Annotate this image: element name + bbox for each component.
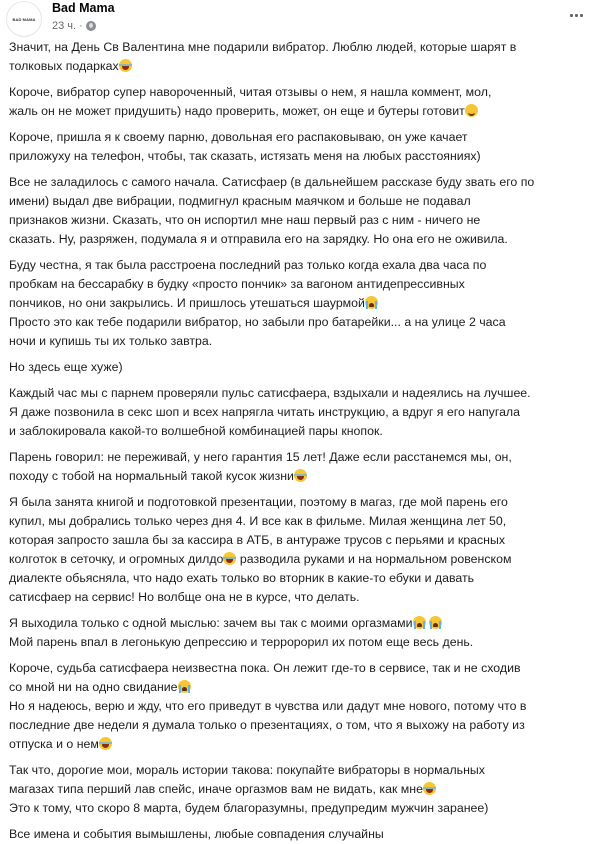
avatar[interactable] <box>6 1 42 37</box>
paragraph <box>9 384 590 441</box>
paragraph <box>9 256 590 351</box>
text-line: и заблокировала какой-то волшебной комбинацией пары кнопок. <box>9 424 383 438</box>
crying-emoji-icon <box>429 616 442 629</box>
text-line <box>9 102 590 121</box>
text-span: толковых подарках <box>9 59 119 73</box>
text-span: Я выходила только с одной мыслью: зачем вы так с моими оргазмами <box>9 616 413 630</box>
text-line <box>9 294 590 313</box>
text-line: последние две недели я думала только о презентациях, о том, что я выхожу на работу из <box>9 718 525 732</box>
text-line: Я даже позвонила в секс шоп и всех напрягла читать инструкцию, а вдруг я его напугала <box>9 405 521 419</box>
text-line: сказать. Ну, разряжен, подумала я и отправила его на зарядку. Но она его не оживила. <box>9 232 508 246</box>
text-span: походу с тобой на нормальный такой кусок жизни <box>9 469 294 483</box>
text-line <box>9 467 590 486</box>
paragraph <box>9 173 590 249</box>
paragraph <box>9 448 590 486</box>
crying-emoji-icon <box>178 680 191 693</box>
text-span: разводила руками и на нормальном ровенском <box>236 552 512 566</box>
paragraph <box>9 659 590 754</box>
text-line: Парень говорил: не переживай, у него гарантия 15 лет! Даже если расстанемся мы, он, <box>9 450 512 464</box>
text-line: приложуху на телефон, чтобы, так сказать, истязать меня на любых расстояниях) <box>9 149 481 163</box>
text-line: Значит, на День Св Валентина мне подарили вибратор. Люблю людей, которые шарят в <box>9 40 517 54</box>
text-line: Короче, вибратор супер навороченный, читая отзывы о нем, я нашла коммент, мол, <box>9 85 492 99</box>
text-line <box>9 735 590 754</box>
crying-emoji-icon <box>365 296 378 309</box>
text-line: Так что, дорогие мои, мораль истории такова: покупайте вибраторы в нормальных <box>9 763 485 777</box>
text-span: отпуска и о нем <box>9 737 99 751</box>
text-line <box>9 57 590 76</box>
text-line: Но здесь еще хуже) <box>9 360 123 374</box>
text-line: Мой парень впал в легонькую депрессию и терророрил их потом еще весь день. <box>9 635 474 649</box>
meta-separator: · <box>79 20 83 32</box>
paragraph <box>9 358 590 377</box>
text-line: Буду честна, я так была расстроена последний раз только когда ехала два часа по <box>9 258 487 272</box>
text-span: колготок в сеточку, и огромных дилдо <box>9 552 224 566</box>
text-line: Все имена и события вымышлены, любые совпадения случайны <box>9 827 384 841</box>
paragraph <box>9 761 590 818</box>
text-line <box>9 614 590 633</box>
laughing-tears-emoji-icon <box>99 737 112 750</box>
paragraph <box>9 493 590 607</box>
laughing-tears-emoji-icon <box>423 782 436 795</box>
text-line: Каждый час мы с парнем проверяли пульс сатисфаера, вздыхали и надеялись на лучшее. <box>9 386 531 400</box>
text-line: ночи и купишь ты их только завтра. <box>9 334 213 348</box>
post-text <box>0 38 600 844</box>
text-line: пробкам на бессарабку в будку «просто пончик» за вагоном антидепрессивных <box>9 277 465 291</box>
text-line <box>9 780 590 799</box>
text-span: магазах типа перший лав спейс, иначе оргазмов вам не видать, как мне <box>9 782 423 796</box>
text-line: купил, мы добрались только через дня 4. И все как в фильме. Милая женщина лет 50, <box>9 514 507 528</box>
text-line: Короче, судьба сатисфаера неизвестна пока. Он лежит где-то в сервисе, так и не сходив <box>9 661 521 675</box>
text-line: диалекте обьясняла, что надо ехать только во вторник в какие-то ебуки и давать <box>9 571 475 585</box>
paragraph <box>9 614 590 652</box>
globe-icon[interactable] <box>86 21 96 31</box>
text-line: сатисфаер на сервис! Но волбще она не в курсе, что делать. <box>9 590 360 604</box>
more-horizontal-icon <box>580 14 583 17</box>
text-line: Но я надеюсь, верю и жду, что его приведут в чувства или дадут мне нового, потому что в <box>9 699 527 713</box>
text-span: жаль он не может придушить) надо проверить, может, он еще и бутеры готовит <box>9 104 465 118</box>
laughing-tears-emoji-icon <box>119 59 132 72</box>
paragraph <box>9 83 590 121</box>
paragraph <box>9 38 590 76</box>
text-line: Все не заладилось с самого начала. Сатисфаер (в дальнейшем рассказе буду звать его по <box>9 175 535 189</box>
post-meta <box>52 19 600 33</box>
author-name[interactable]: Bad Mama <box>52 1 115 15</box>
laughing-tears-emoji-icon <box>294 469 307 482</box>
timestamp[interactable]: 23 ч. <box>52 20 77 32</box>
laughing-tears-emoji-icon <box>223 552 236 565</box>
text-line <box>9 550 590 569</box>
crying-emoji-icon <box>413 616 426 629</box>
text-line: имени) выдал две вибрации, подмигнул красным маячком и больше не подавал <box>9 194 471 208</box>
more-horizontal-icon <box>575 14 578 17</box>
text-line: Короче, пришла я к своему парню, довольная его распаковываю, он уже качает <box>9 130 468 144</box>
more-horizontal-icon <box>570 14 573 17</box>
more-options-button[interactable] <box>566 10 586 20</box>
text-span: пончиков, но они закрылись. И пришлось утешаться шаурмой <box>9 296 365 310</box>
avatar-logo-text: BAD MAMA <box>12 16 36 22</box>
text-line <box>9 678 590 697</box>
text-line: признаков жизни. Сказать, что он испортил мне наш первый раз с ним - ничего не <box>9 213 481 227</box>
smiling-emoji-icon <box>465 104 478 117</box>
text-line: Я была занята книгой и подготовкой презентации, поэтому в магаз, где мой парень его <box>9 495 508 509</box>
post-header <box>0 0 600 38</box>
paragraph <box>9 128 590 166</box>
text-line: Просто это как тебе подарили вибратор, но забыли про батарейки... а на улице 2 часа <box>9 315 506 329</box>
text-span: со мной ни на одно свидание <box>9 680 178 694</box>
paragraph <box>9 825 590 844</box>
text-line: Это к тому, что скоро 8 марта, будем благоразумны, предупредим мужчин заранее) <box>9 801 489 815</box>
text-line: которая запросто зашла бы за кассира в АТБ, в антураже трусов с перьями и красных <box>9 533 505 547</box>
